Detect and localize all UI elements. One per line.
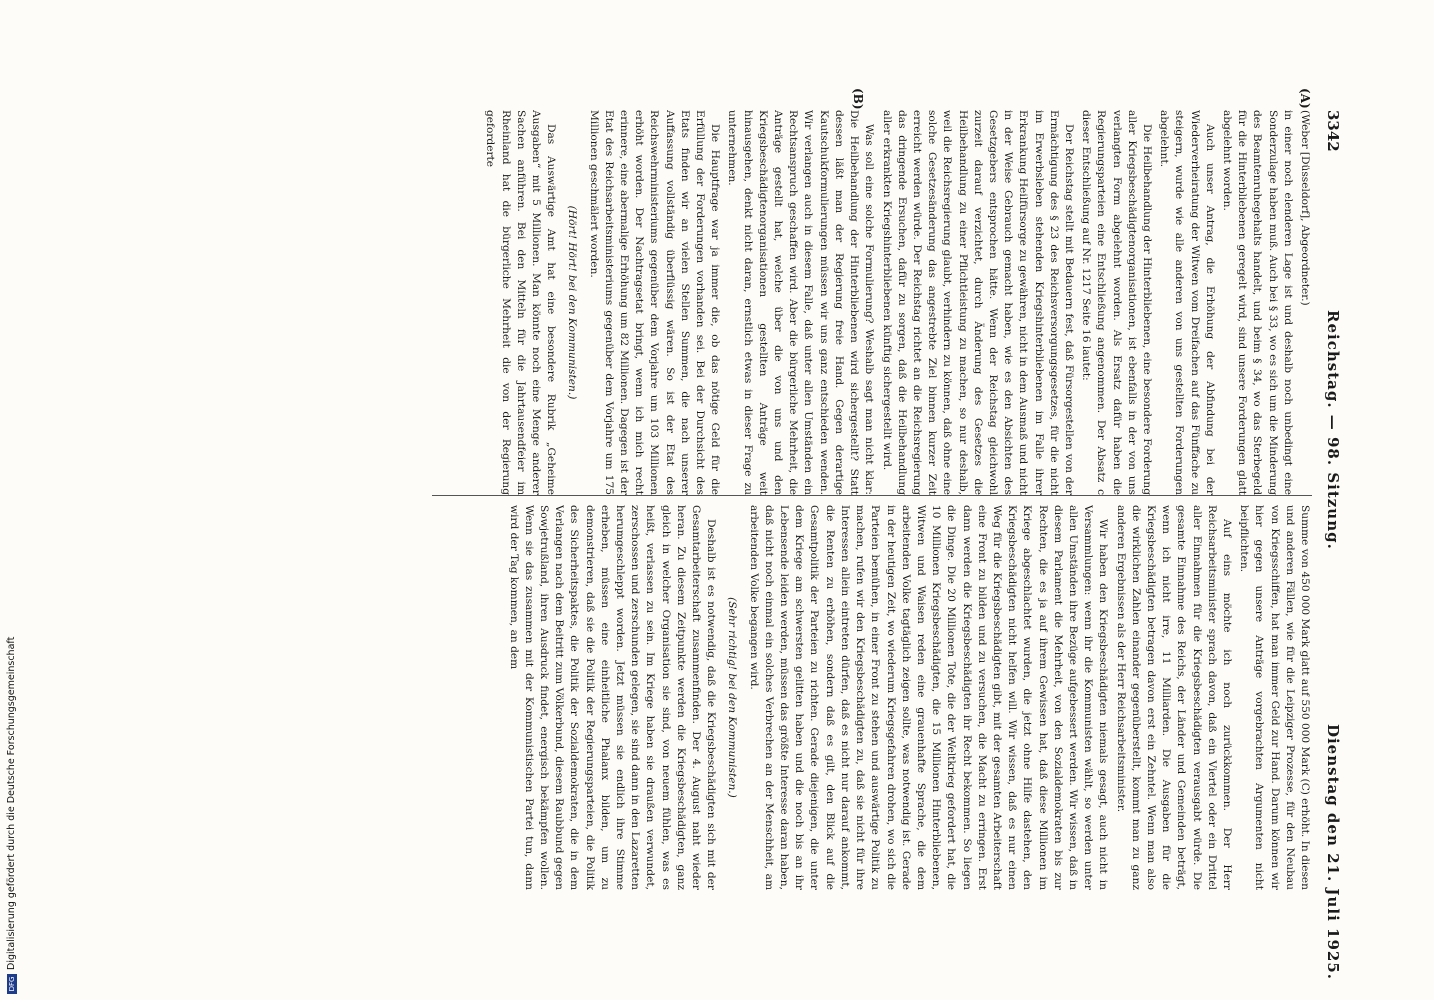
column-divider [432,495,1312,496]
paragraph: Die Hauptfrage war ja immer die, ob das nötige Geld für die Erfüllung der Forderungen vorhanden sei. Bei der Durchsicht des Etats finden wir an vielen Stellen Summen, die nach unserer Auffassung vollständig überflüssig wären. So ist der Etat des Reichswehrministeriums gegenüber dem Vorjahre um 103 Millionen erhöht worden. Der Nachtragsetat bringt, wenn ich mich recht erinnere, eine abermalige Erhöhung um 82 Millionen. Dagegen ist der Etat des Reichsarbeitsministeriums gegenüber dem Vorjahre um 175 Millionen geschmälert worden. [587,110,722,495]
paragraph: (Weber [Düsseldorf], Abgeordneter.) [1299,110,1311,306]
paragraph: in einer noch elenderen Lage ist und deshalb noch unbedingt eine Sonderzulage haben muß. Auch bei § 33, wo es sich um die Minderung des Beamtenruhegehalts handelt, und beim § 34, wo das Sterbegeld für die Hinterbliebenen geregelt wird, sind unsere Forderungen glatt abgelehnt worden. [1220,110,1294,495]
paragraph: Auch unser Antrag, die Erhöhung der Abfindung bei der Wiederverheiratung der Witwen vom Dreifachen auf das Fünffache zu steigern, wurde wie alle anderen von uns gestellten Forderungen abgelehnt. [1158,110,1216,495]
quote-paragraph: Der Reichstag stellt mit Bedauern fest, daß Fürsorgestellen von der Ermächtigung des § 23 des Reichsversorgungsgesetzes, für die nicht im Erwerbsleben stehenden Kriegshinterbliebenen im Falle ihrer Erkrankung Heilfürsorge zu gewähren, nicht in dem Ausmaß und nicht in der Weise Gebrauch gemacht haben, wie es den Absichten des Gesetzgebers entsprochen hätte. Wenn der Reichstag gleichwohl zurzeit darauf verzichtet, durch Änderung des Gesetzes die Heilbehandlung zu einer Pflichtleistung zu machen, so nur deshalb, weil die Reichsregierung glaubt, verhindern zu können, daß ohne eine solche Gesetzesänderung das angestrebte Ziel binnen kurzer Zeit erreicht werden würde. Der Reichstag richtet an die Reichsregierung das dringende Ersuchen, dafür zu sorgen, daß die Heilbehandlung aller erkrankten Kriegshinterbliebenen künftig sichergestellt wird. [880,110,1075,495]
dfg-logo: DFG [7,974,17,994]
interjection: (Hört! Hört! bei den Kommunisten.) [566,205,579,400]
interjection: (Sehr richtig! bei den Kommunisten.) [726,597,739,798]
margin-marker-a: (A) [1298,88,1312,109]
page-number: 3342 [1324,110,1342,152]
paragraph: Summe von 450 000 Mark glatt auf 550 000 Mark (C) erhöht. In diesen und anderen Fällen, wie für die Leipziger Prozesse, für den Neubau von Kriegsschiffen, hat man immer Geld zur Hand. Darum können wir hier gegen unsere Anträge vorgebrachten Argumenten nicht beipflichten. [1238,505,1311,890]
page-header [1322,110,1342,990]
paragraph: Die Heilbehandlung der Hinterbliebenen, eine besondere Forderung aller Kriegsbeschädigtenorganisationen, ist ebenfalls in der von uns verlangten Form abgelehnt worden. Als Ersatz dafür haben die Regierungsparteien eine Entschließung angenommen. Der Absatz c dieser Entschließung auf Nr. 1217 Seite 16 lautet: [1080,110,1153,495]
paragraph: Das Auswärtige Amt hat eine besondere Rubrik „Geheime Ausgaben“ mit 5 Millionen. Man könnte noch eine Menge anderer Sachen anführen. Bei den Mitteln für die Jahrtausendfeier im Rheinland hat die bürgerliche Mehrheit die von der Regierung geforderte [484,110,558,495]
paragraph: Wir haben den Kriegsbeschädigten niemals gesagt, auch nicht in Versammlungen: wenn ihr die Kommunisten wählt, so werden unter allen Umständen ihre Bezüge aufgebessert werden. Wir wissen, daß in diesem Parlament die Mehrheit, von den Sozialdemokraten bis zur Rechten, die es ja auf ihrem Gewissen hat, daß diese Millionen im Kriege abgeschlachtet wurden, die jetzt ohne Hilfe dastehen, den Kriegsbeschädigten nicht helfen will. Wir wissen, daß es nur einen Weg für die Kriegsbeschädigten gibt, mit der gesamten Arbeiterschaft eine Front zu bilden und zu versuchen, die Macht zu erringen. Erst dann werden die Kriegsbeschädigten ihr Recht bekommen. So liegen die Dinge. Die 20 Millionen Tote, die der Weltkrieg gefordert hat, die 10 Millionen Kriegsbeschädigten, die 15 Millionen Hinterbliebenen, Witwen und Waisen reden eine grauenhafte Sprache, die dem arbeitenden Volke tagtäglich zeigen sollte, was notwendig ist. Gerade in der heutigen Zeit, wo wiederum Kriegsgefahren drohen, wo sich die Parteien bemühen, in einer Front zu stehen und auswärtige Politik zu machen, rufen wir den Kriegsbeschädigten zu, daß sie nicht für ihre Interessen allein eintreten dürfen, daß es nicht nur darauf ankommt, die Renten zu erhöhen, sondern daß es gilt, den Blick auf die Gesamtpolitik der Parteien zu richten. Gerade diejenigen, die unter dem Kriege am schwersten gelitten haben und die noch bis an ihr Lebensende leiden werden, müssen das größte Interesse daran haben, daß nicht noch einmal ein solches Verbrechen an der Menschheit, am arbeitenden Volke begangen wird. [747,505,1110,890]
session-title: Reichstag. — 98. Sitzung. [1324,310,1342,550]
footer-credit: Digitalisierung gefördert durch die Deutsche Forschungsgemeinschaft [6,636,17,970]
left-column [422,110,1312,495]
digitization-footer [6,4,20,994]
paragraph: Auf eins möchte ich noch zurückkommen. Der Herr Reichsarbeitsminister sprach davon, daß ein Viertel oder ein Drittel aller Einnahmen für die Kriegsbeschädigten verausgabt würde. Die gesamte Einnahme des Reichs, der Länder und Gemeinden beträgt, wenn ich nicht irre, 11 Milliarden. Die Ausgaben für die Kriegsbeschädigten betragen davon erst ein Zehntel. Wenn man also die wirklichen Zahlen einander gegenüberstellt, kommt man zu ganz anderen Ergebnissen als der Herr Reichsarbeitsminister. [1114,505,1233,890]
paragraph: Was soll eine solche Formulierung? Weshalb sagt man nicht klar: Die Heilbehandlung der Hinterbliebenen wird sichergestellt? Statt dessen läßt man der Regierung freie Hand. Gegen derartige Kautschukformulierungen müssen wir uns ganz entschieden wenden. Wir verlangen auch in diesem Falle, daß unter allen Umständen ein Rechtsanspruch geschaffen wird. Aber die bürgerliche Mehrheit, die Anträge gestellt hat, welche über die von uns und den Kriegsbeschädigtenorganisationen gestellten Anträge weit hinausgehen, denkt nicht daran, ernstlich etwas in dieser Frage zu unternehmen. [726,110,876,495]
rotated-page-content [110,0,1420,1000]
margin-marker-b: (B) [851,88,865,110]
right-column [422,505,1312,890]
footer-text-line [6,637,17,994]
session-date: Dienstag den 21. Juli 1925. [1324,723,1342,980]
paragraph: Deshalb ist es notwendig, daß die Kriegsbeschädigten sich mit der Gesamtarbeiterschaft zusammenfinden. Der 4. August naht wieder heran. Zu diesem Zeitpunkte werden die Kriegsbeschädigten, ganz gleich in welcher Organisation sie sind, von neuem fühlen, was es heißt, verlassen zu sein. Im Kriege haben sie draußen verwundet, zerschossen und zerschunden gelegen, sie sind dann in den Lazaretten herumgeschleppt worden. Jetzt müssen sie endlich ihre Stimme erheben, müssen eine einheitliche Phalanx bilden, um zu demonstrieren, daß sie die Politik der Regierungsparteien, die Politik des Sicherheitspaktes, die Politik der Sozialdemokraten, die in dem Verlangen nach dem Beitritt zum Völkerbund, diesem Raubbund gegen Sowjetrußland, ihren Ausdruck findet, energisch bekämpfen wollen. Wenn sie das zusammen mit der Kommunistischen Partei tun, dann wird der Tag kommen, an dem [507,505,718,890]
